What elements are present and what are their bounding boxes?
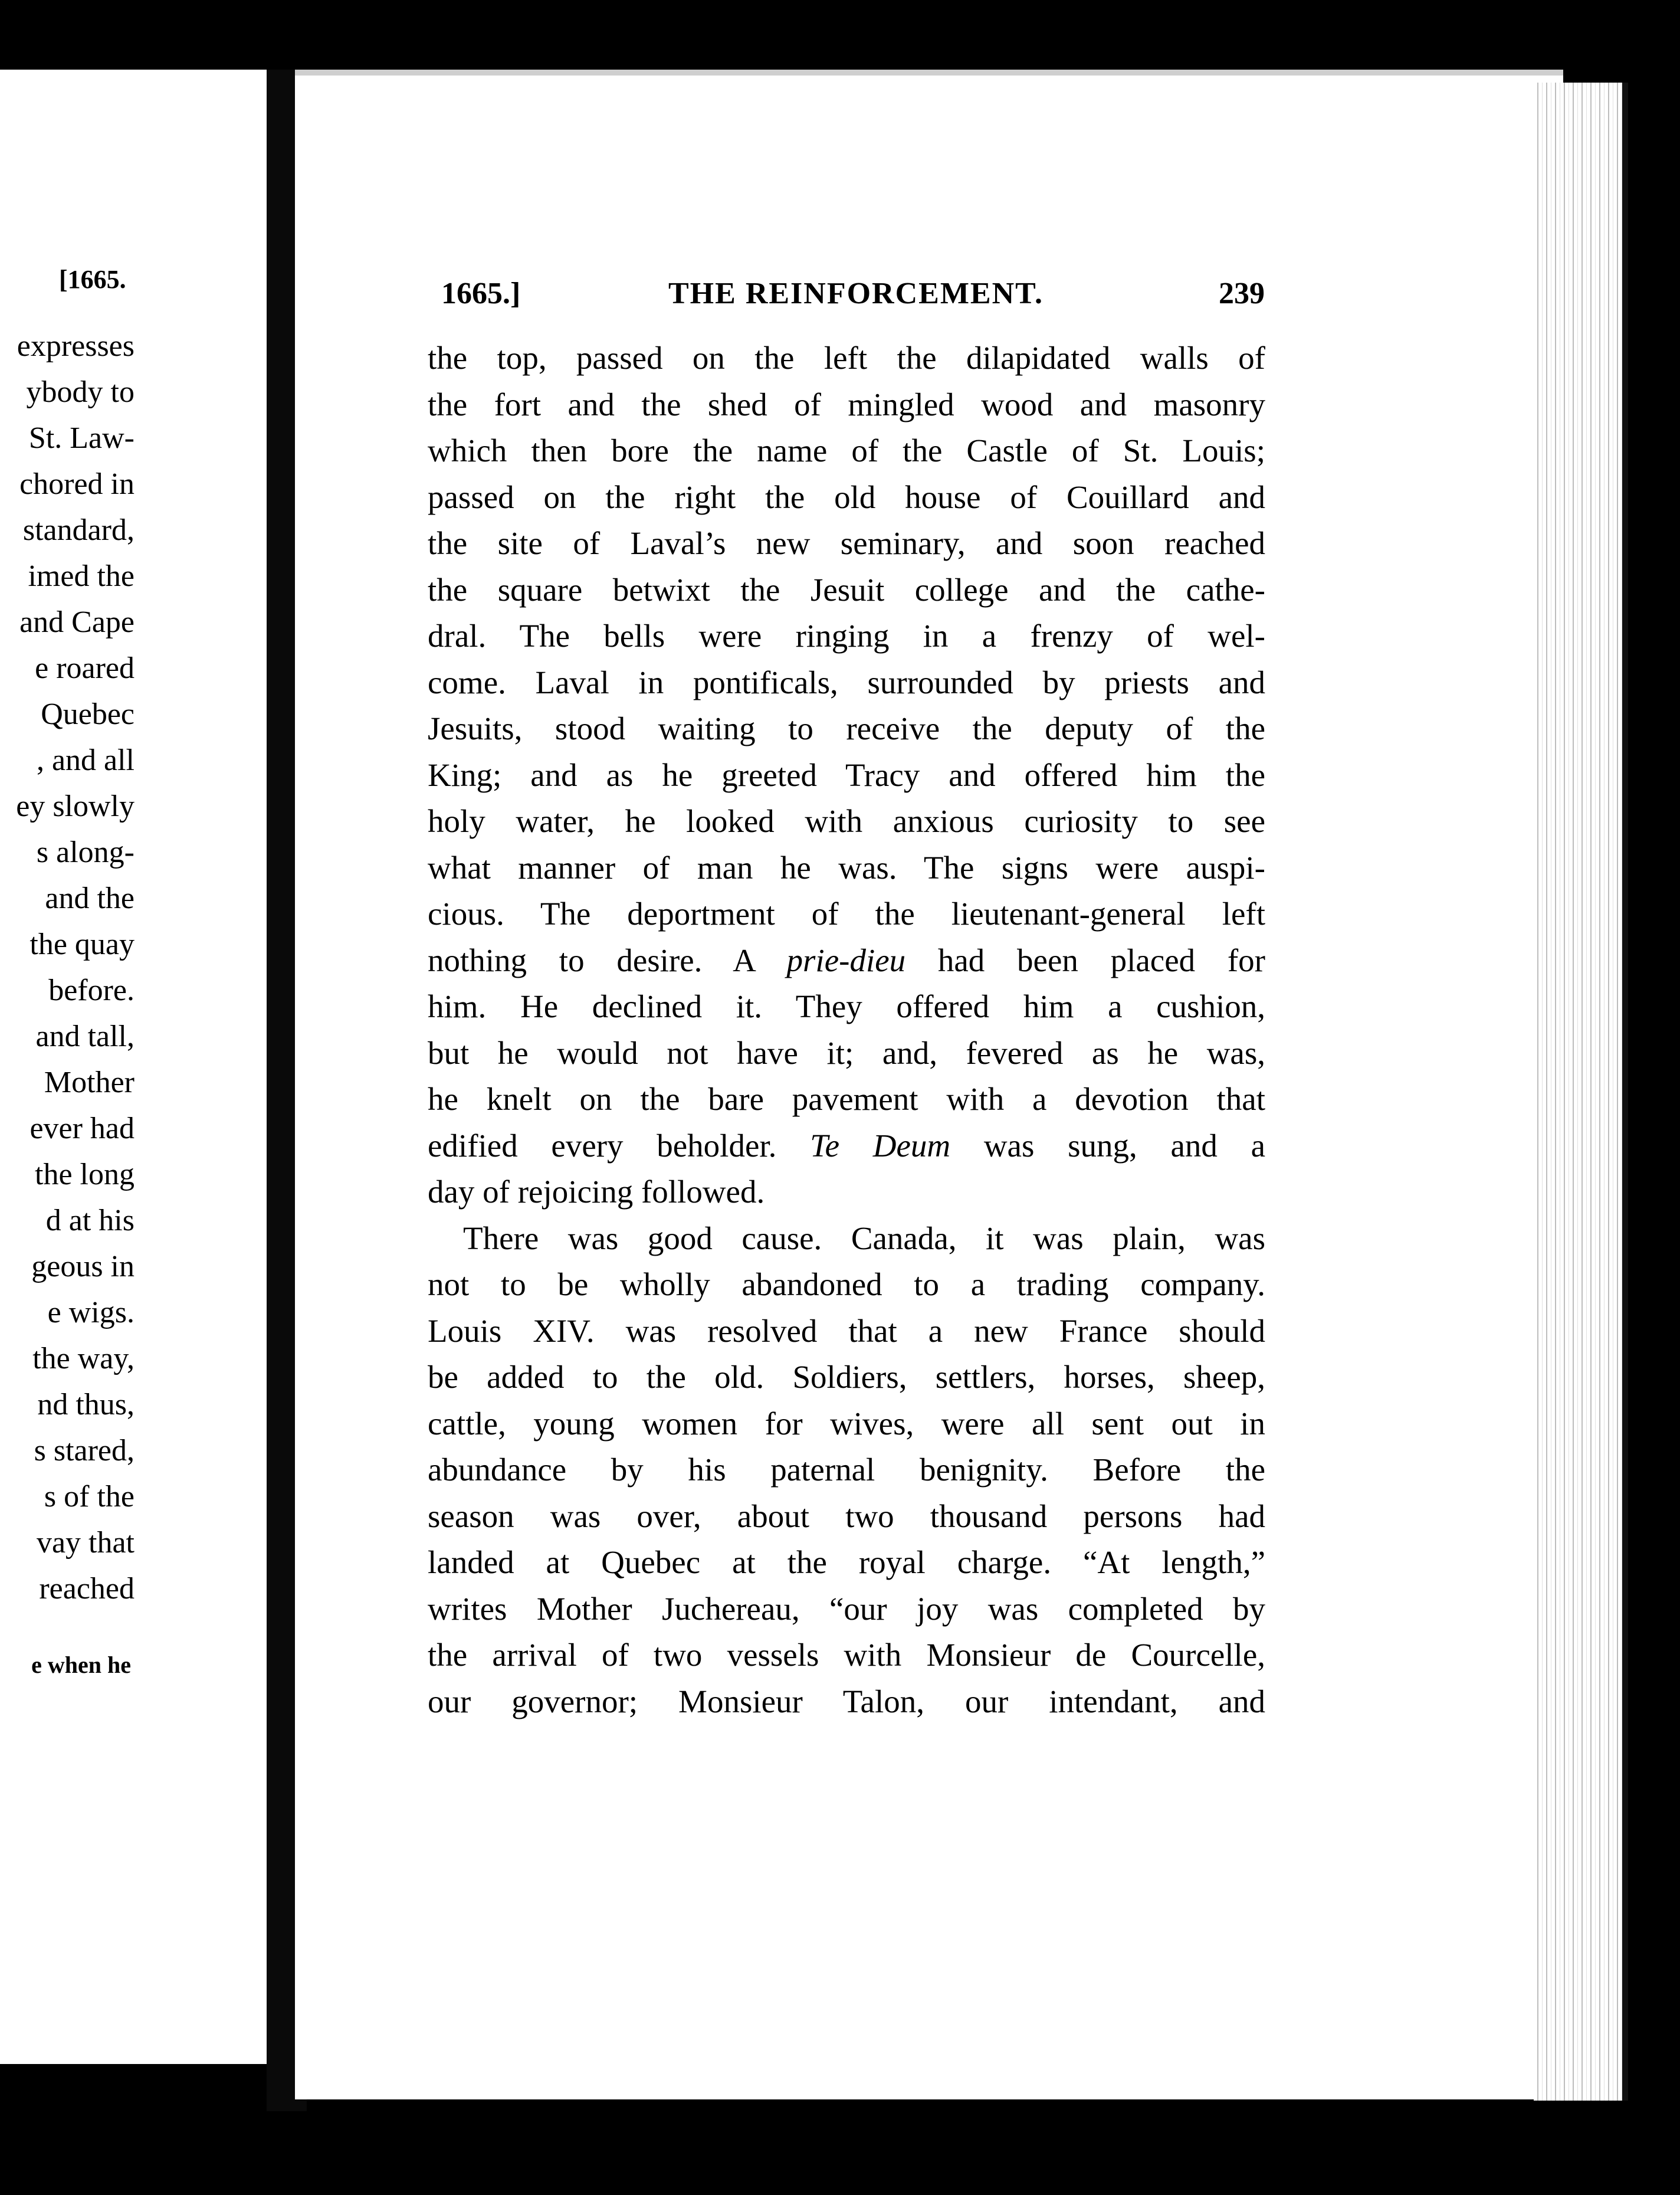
left-line: imed the	[28, 559, 134, 593]
text-line: not to be wholly abandoned to a trading company.	[428, 1266, 1265, 1302]
text-line: the arrival of two vessels with Monsieur de Courcelle,	[428, 1637, 1265, 1673]
right-page	[295, 70, 1563, 2099]
text-line: our governor; Monsieur Talon, our intendant, and	[428, 1683, 1265, 1719]
text-line: writes Mother Juchereau, “our joy was completed by	[428, 1590, 1265, 1627]
left-line: vay that	[36, 1526, 134, 1560]
text-line: the square betwixt the Jesuit college and the cathe-	[428, 571, 1265, 608]
text-line: cattle, young women for wives, were all sent out in	[428, 1405, 1265, 1442]
text-line: which then bore the name of the Castle of St. Louis;	[428, 433, 1265, 469]
text-line: be added to the old. Soldiers, settlers, horses, sheep,	[428, 1359, 1265, 1395]
left-facing-page	[0, 70, 267, 2064]
text-line: cious. The deportment of the lieutenant-general left	[428, 896, 1265, 932]
text-line: edified every beholder. Te Deum was sung, and a	[428, 1127, 1265, 1164]
left-line: Quebec	[41, 697, 134, 731]
italic-term: Te Deum	[810, 1127, 951, 1164]
left-line: and Cape	[19, 605, 134, 639]
left-line: e roared	[35, 651, 134, 685]
left-page-header: [1665.	[59, 265, 126, 294]
left-line: ey slowly	[16, 789, 134, 823]
left-line: Mother	[44, 1066, 134, 1099]
left-line: and tall,	[35, 1020, 134, 1053]
left-line: the long	[35, 1158, 134, 1191]
left-line: the quay	[29, 928, 134, 961]
text-line: he knelt on the bare pavement with a devotion that	[428, 1081, 1265, 1117]
left-line: and the	[45, 882, 134, 915]
text-line: the top, passed on the left the dilapidated walls of	[428, 340, 1265, 376]
text-line: holy water, he looked with anxious curiosity to see	[428, 803, 1265, 839]
left-line: the way,	[32, 1342, 134, 1375]
text-line: There was good cause. Canada, it was plain, was	[463, 1220, 1265, 1256]
text-line: the site of Laval’s new seminary, and soon reached	[428, 525, 1265, 561]
page-body	[428, 335, 1265, 1725]
left-line: reached	[39, 1572, 134, 1606]
header-title: THE REINFORCEMENT.	[668, 277, 1044, 310]
text-line: landed at Quebec at the royal charge. “At length,”	[428, 1544, 1265, 1580]
left-line: standard,	[22, 513, 134, 547]
left-line: geous in	[31, 1250, 134, 1283]
header-year: 1665.]	[441, 277, 521, 310]
page-number: 239	[1219, 277, 1265, 310]
text-line: but he would not have it; and, fevered as he was,	[428, 1034, 1265, 1071]
left-line: expresses	[17, 329, 134, 363]
left-line: s along-	[36, 836, 134, 869]
text-line: Louis XIV. was resolved that a new France should	[428, 1312, 1265, 1349]
text-line: Jesuits, stood waiting to receive the deputy of the	[428, 710, 1265, 746]
text-line: him. He declined it. They offered him a cushion,	[428, 988, 1265, 1024]
left-line: s stared,	[34, 1434, 134, 1467]
left-line: before.	[48, 974, 134, 1007]
left-line: St. Law-	[28, 421, 134, 455]
text-line: dral. The bells were ringing in a frenzy of wel-	[428, 618, 1265, 654]
text-line: the fort and the shed of mingled wood and masonry	[428, 386, 1265, 422]
page-edges	[1534, 83, 1628, 2101]
left-line: ever had	[29, 1112, 134, 1145]
left-line: nd thus,	[37, 1388, 134, 1421]
text-line: season was over, about two thousand persons had	[428, 1498, 1265, 1534]
left-line: s of the	[44, 1480, 134, 1513]
text-line: nothing to desire. A prie-dieu had been placed for	[428, 942, 1265, 978]
text-line: what manner of man he was. The signs were auspi-	[428, 849, 1265, 886]
text-line: passed on the right the old house of Couillard and	[428, 479, 1265, 515]
left-page-text	[0, 323, 134, 1612]
text-line: abundance by his paternal benignity. Before the	[428, 1452, 1265, 1488]
left-line: e wigs.	[47, 1296, 134, 1329]
left-line: d at his	[45, 1204, 134, 1237]
left-line: ybody to	[26, 375, 134, 409]
left-line: chored in	[19, 467, 134, 501]
text-line: come. Laval in pontificals, surrounded by priests and	[428, 664, 1265, 700]
italic-term: prie-dieu	[786, 942, 906, 978]
left-page-footnote: e when he	[31, 1652, 131, 1678]
left-line: , and all	[36, 743, 134, 777]
text-line: King; and as he greeted Tracy and offered him the	[428, 756, 1265, 793]
text-line: day of rejoicing followed.	[428, 1174, 765, 1210]
